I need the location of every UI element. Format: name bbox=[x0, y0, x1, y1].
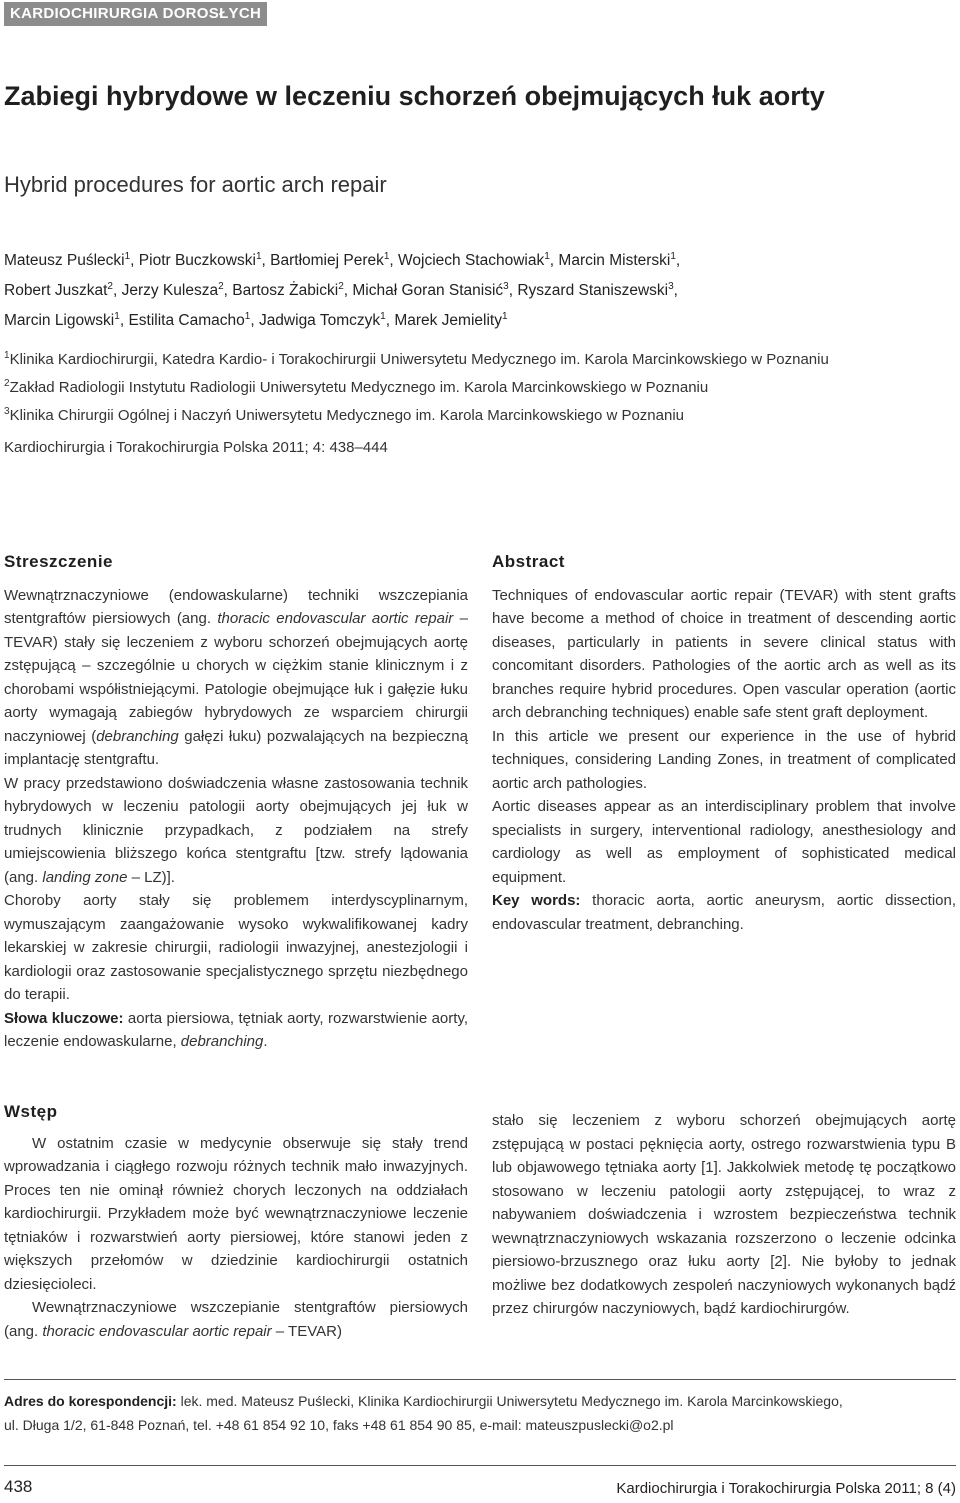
abstract-paragraph: In this article we present our experience in the use of hybrid techniques, considering Landing Zones, in treatment of complicated aortic arch pathologies. bbox=[492, 727, 956, 792]
author: Bartłomiej Perek bbox=[270, 252, 384, 270]
correspondence-divider bbox=[4, 1379, 956, 1380]
author: Robert Juszkat bbox=[4, 282, 108, 300]
author-affiliation-ref: 1 bbox=[114, 311, 120, 323]
streszczenie-paragraph: W pracy przedstawiono doświadczenia własne zastosowania technik hybrydowych w leczeniu patologii aorty obejmujących jej łuk w trudnych klinicznie przypadkach, z podziałem na strefy umiejscowienia bliższego końca stentgraftu [tzw. strefy lądowania (ang. landing zone – LZ)]. bbox=[4, 774, 468, 886]
introduction-paragraph: Wewnątrznaczyniowe wszczepianie stentgraftów piersiowych (ang. thoracic endovascular aortic repair – TEVAR) bbox=[4, 1299, 468, 1340]
author: Jerzy Kulesza bbox=[121, 282, 219, 300]
introduction-paragraph: W ostatnim czasie w medycynie obserwuje się stały trend wprowadzania i ciągłego rozwoju różnych technik mało inwazyjnych. Proces ten nie ominął również chorych leczonych na oddziałach kardiochirurgii. Przykładem może być wewnątrznaczyniowe leczenie tętniaków i rozwarstwień aorty piersiowej, które stanowi jeden z większych przełomów w dziedzinie kardiochirurgii ostatnich dziesięcioleci. bbox=[4, 1134, 468, 1293]
author: Jadwiga Tomczyk bbox=[258, 312, 381, 330]
author-affiliation-ref: 2 bbox=[338, 281, 344, 293]
introduction-paragraph: stało się leczeniem z wyboru schorzeń obejmujących aortę zstępującą w postaci pęknięcia aorty, ostrego rozwarstwienia typu B lub objawowego tętniaka aorty [1]. Jakkolwiek metodę tę początkowo stosowano w leczeniu patologii aorty zstępującej, to wraz z nabywaniem doświadczenia i wzrostem bezpieczeństwa technik wewnątrznaczyniowych wskazania rozszerzono o leczenie odcinka piersiowo-brzusznego oraz łuku aorty [2]. Nie byłoby to jednak możliwe bez dodatkowych zespoleń naczyniowych wykonanych bądź przez chirurgów naczyniowych, bądź kardiochirurgów. bbox=[492, 1112, 956, 1317]
affiliation: $^3$Klinika Chirurgii Ogólnej i Naczyń Uniwersytetu Medycznego im. Karola Marcinkowskiego w Poznaniu bbox=[4, 406, 685, 424]
abstract-paragraph: Aortic diseases appear as an interdisciplinary problem that involve specialists in surgery, interventional radiology, anesthesiology and cardiology as well as employment of sophisticated medical equipment. bbox=[492, 798, 956, 886]
author: Marek Jemielity bbox=[394, 312, 502, 330]
author-affiliation-ref: 2 bbox=[218, 281, 224, 293]
author: Wojciech Stachowiak bbox=[398, 252, 545, 270]
streszczenie-paragraph: Choroby aorty stały się problemem interdyscyplinarnym, wymuszającym zaangażowanie wysoko wykwalifikowanej kadry lekarskiej w zakresie chirurgii, radiologii inwazyjnej, anestezjologii i kardiologii oraz zastosowanie specjalistycznego sprzętu niezbędnego do terapii. bbox=[4, 892, 468, 1003]
abstract-keywords: Key words: thoracic aorta, aortic aneurysm, aortic dissection, endovascular treatment, debranching. bbox=[492, 892, 957, 933]
author: Piotr Buczkowski bbox=[138, 252, 256, 270]
author-affiliation-ref: 1 bbox=[244, 311, 251, 323]
streszczenie-section bbox=[4, 550, 468, 1054]
author: Mateusz Puślecki bbox=[4, 252, 125, 270]
affiliation: $^1$Klinika Kardiochirurgii, Katedra Kardio- i Torakochirurgii Uniwersytetu Medycznego im. Karola Marcinkowskiego w Poznaniu bbox=[4, 350, 829, 368]
author-affiliation-ref: 3 bbox=[503, 281, 509, 293]
abstract-paragraph: Techniques of endovascular aortic repair (TEVAR) with stent grafts have become a method of choice in treatment of descending aortic diseases, particularly in patients in severe clinical status with concomitant disorders. Pathologies of the aortic arch as well as its branches require hybrid procedures. Open vascular operation (aortic arch debranching techniques) enable safe stent graft deployment. bbox=[492, 586, 956, 721]
abstract-section bbox=[492, 550, 956, 936]
journal-footer: Kardiochirurgia i Torakochirurgia Polska 2011; 8 (4) bbox=[616, 1480, 956, 1497]
author: Michał Goran Stanisić bbox=[352, 282, 504, 300]
article-title-polish: Zabiegi hybrydowe w leczeniu schorzeń obejmujących łuk aorty bbox=[4, 81, 825, 111]
author-affiliation-ref: 2 bbox=[107, 281, 113, 293]
section-tag: KARDIOCHIRURGIA DOROSŁYCH bbox=[4, 2, 267, 26]
author-affiliation-ref: 1 bbox=[124, 251, 131, 262]
author-affiliation-ref: 1 bbox=[383, 251, 390, 262]
author: Ryszard Staniszewski bbox=[517, 282, 669, 300]
streszczenie-paragraph: Wewnątrznaczyniowe (endowaskularne) techniki wszczepiania stentgraftów piersiowych (ang. thoracic endovascular aortic repair – TEVAR) stały się leczeniem z wyboru schorzeń obejmujących aortę zstępującą – szczególnie u chorych w ciężkim stanie klinicznym i z chorobami współistniejącymi. Patologie obejmujące łuk i gałęzie łuku aorty wymagają zabiegów hybrydowych ze wsparciem chirurgii naczyniowej (debranching gałęzi łuku) pozwalających na bezpieczną implantację stentgraftu. bbox=[4, 586, 469, 768]
streszczenie-heading: Streszczenie bbox=[4, 552, 113, 571]
footer-divider bbox=[4, 1465, 956, 1466]
journal-citation: Kardiochirurgia i Torakochirurgia Polska 2011; 4: 438–444 bbox=[4, 439, 388, 456]
author-affiliation-ref: 1 bbox=[544, 251, 550, 262]
author-affiliation-ref: 1 bbox=[255, 251, 262, 262]
correspondence-address: Adres do korespondencji: lek. med. Mateusz Puślecki, Klinika Kardiochirurgii Uniwersytetu Medycznego im. Karola Marcinkowskiego, ul. Długa 1/2, 61-848 Poznań, tel. +48 61 854 92 10, faks +48 61 854 90 85, e-mail: mateuszpuslecki@o2.pl bbox=[4, 1393, 843, 1433]
author-affiliation-ref: 3 bbox=[668, 281, 674, 293]
abstract-heading: Abstract bbox=[492, 552, 565, 571]
affiliation-list bbox=[4, 344, 959, 428]
introduction-right-column bbox=[492, 1109, 956, 1321]
article-title-english: Hybrid procedures for aortic arch repair bbox=[4, 172, 387, 197]
introduction-heading: Wstęp bbox=[4, 1102, 58, 1121]
author-list: Mateusz Puślecki$^1$, Piotr Buczkowski$^1$, Bartłomiej Perek$^1$, Wojciech Stachowiak$^1$, Marcin Misterski$^1$, Robert Juszkat$^2$, Jerzy Kulesza$^2$, Bartosz Żabicki$^2$, Michał Goran Stanisić$^3$, Ryszard Staniszewski$^3$, Marcin Ligowski$^1$, Estilita Camacho$^1$, Jadwiga Tomczyk$^1$, Marek Jemielity$^1$ bbox=[4, 251, 681, 330]
author-affiliation-ref: 1 bbox=[501, 311, 508, 323]
author: Estilita Camacho bbox=[128, 312, 245, 330]
page-number: 438 bbox=[4, 1477, 33, 1496]
author: Bartosz Żabicki bbox=[232, 282, 339, 300]
correspondence-label: Adres do korespondencji: bbox=[4, 1393, 177, 1409]
affiliation: $^2$Zakład Radiologii Instytutu Radiologii Uniwersytetu Medycznego im. Karola Marcinkowskiego w Poznaniu bbox=[4, 378, 709, 396]
author: Marcin Misterski bbox=[558, 252, 671, 270]
author-affiliation-ref: 1 bbox=[670, 251, 676, 262]
introduction-left-column bbox=[4, 1100, 468, 1343]
author: Marcin Ligowski bbox=[4, 312, 115, 330]
author-affiliation-ref: 1 bbox=[380, 311, 386, 323]
streszczenie-keywords: Słowa kluczowe: aorta piersiowa, tętniak aorty, rozwarstwienie aorty, leczenie endowaskularne, debranching. bbox=[4, 1009, 468, 1050]
